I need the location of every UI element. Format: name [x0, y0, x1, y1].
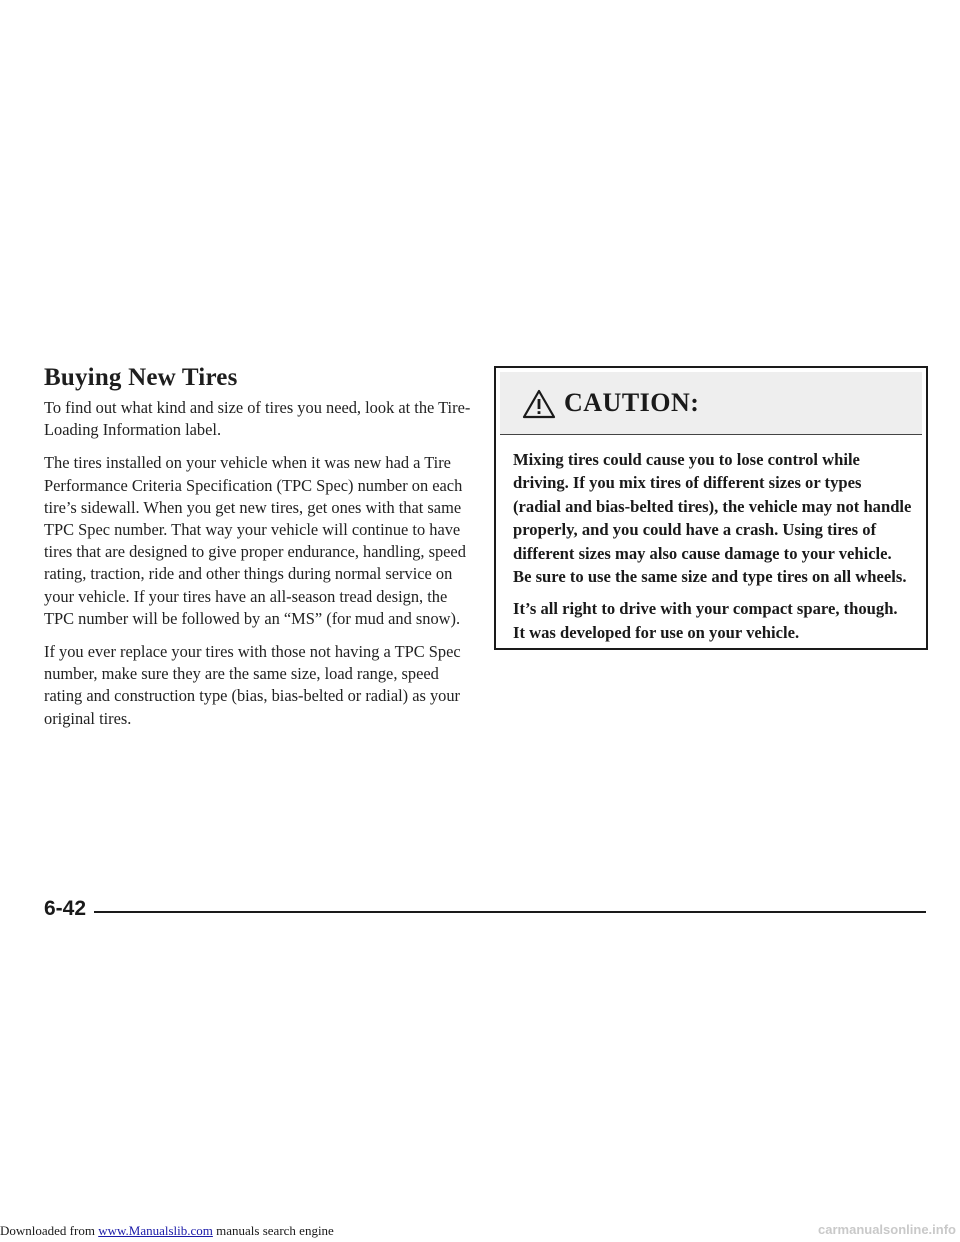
caution-box [494, 366, 928, 650]
caution-label: CAUTION: [564, 388, 700, 417]
paragraph-tire-label: To find out what kind and size of tires you need, look at the Tire-Loading Information label. [44, 398, 471, 440]
caution-body [513, 448, 912, 653]
paragraph-tpc-spec: The tires installed on your vehicle when it was new had a Tire Performance Criteria Specification (TPC Spec) number on each tire’s sidewall. When you get new tires, get ones with that same TPC Spec number. That way your vehicle will continue to have tires that are designed to give proper endurance, handling, speed rating, traction, ride and other things during normal service on your vehicle. If your tires have an all-season tread design, the TPC number will be followed by an “MS” (for mud and snow). [44, 453, 466, 628]
paragraph-replace-tires: If you ever replace your tires with those not having a TPC Spec number, make sure they are the same size, load range, speed rating and construction type (bias, bias-belted or radial) as your original tires. [44, 642, 461, 728]
section-title: Buying New Tires [44, 364, 238, 391]
caution-paragraph-mixing: Mixing tires could cause you to lose control while driving. If you mix tires of different sizes or types (radial and bias-belted tires), the vehicle may not handle properly, and you could have a crash. Using tires of different sizes may also cause damage to your vehicle. Be sure to use the same size and type tires on all wheels. [513, 450, 912, 587]
page-number: 6-42 [44, 897, 87, 920]
footer-rule [94, 911, 926, 913]
warning-triangle-icon [522, 389, 556, 419]
caution-paragraph-spare: It’s all right to drive with your compact spare, though. It was developed for use on your vehicle. [513, 599, 898, 642]
site-watermark: carmanualsonline.info [818, 1222, 956, 1237]
footer-prefix: Downloaded from [0, 1223, 99, 1238]
download-footer [0, 1223, 334, 1239]
caution-header [500, 372, 922, 435]
footer-suffix: manuals search engine [212, 1223, 334, 1238]
manualslib-link[interactable]: www.Manualslib.com [98, 1223, 213, 1238]
body-text [44, 397, 474, 741]
